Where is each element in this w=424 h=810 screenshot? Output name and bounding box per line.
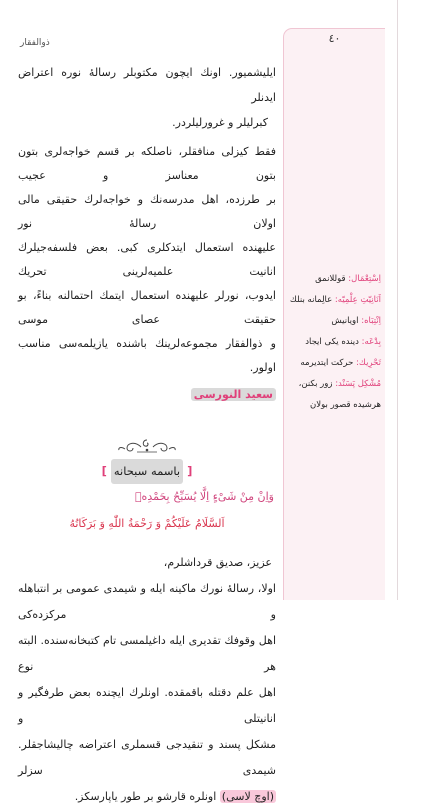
glossary-entry	[288, 332, 381, 353]
glossary-definition: حركت ایتدیرمه	[300, 358, 354, 368]
text-line: كبرلیلر و غرورلیلردر.	[172, 116, 268, 129]
text-line: اهل علم دقتله باقمقده. اونلرك ایچنده بعض طرفگیر و انانیتلی و	[18, 686, 276, 725]
text-line: بر طرزده، اهل مدرسه‌نك و خواجه‌لرك حقیقی مالی اولان رساله‌ٔ نور	[18, 193, 276, 230]
glossary-term: تَحْرِيك:	[356, 358, 381, 368]
body-paragraph	[18, 140, 276, 380]
glossary-entry	[288, 311, 381, 332]
text-line: ایدوب، نورلر علیهنده استعمال ایتمك احتمالنه بناءً، بو حقیقت عصای موسی	[18, 289, 276, 326]
glossary-entry	[288, 269, 381, 290]
glossary-definition: دینده یكی ایجاد	[305, 337, 359, 347]
intro-paragraph	[18, 60, 276, 135]
glossary-entry	[288, 353, 381, 374]
signature-text: سعید النورسی	[191, 388, 276, 401]
bracket-open: [	[101, 464, 107, 478]
letter-body	[18, 550, 276, 810]
basmala-heading	[18, 459, 276, 484]
page-edge-line	[397, 0, 398, 600]
text-line: ایلیشمیور. اونك ایچون مكتوبلر رساله‌ٔ نوره اعتراض ایدنلر	[18, 66, 276, 104]
text-line: مشكل پسند و تنقیدجی قسملری اعتراضه چالیشاجقلر. شیمدی سزلر	[18, 738, 276, 777]
glossary-term: مُشْكِل پَسَنْد:	[335, 379, 381, 389]
main-text	[18, 60, 276, 810]
ornament-icon	[18, 437, 276, 455]
letter-greeting: عزیز، صدیق قرداشلرم،	[163, 556, 272, 569]
glossary-margin	[283, 28, 385, 600]
text-line: علیهنده استعمال ایتدكلری كبی. بعض فلسفه‌جیلرك انانیت علمیه‌لرینی تحریك	[18, 241, 276, 278]
text-line	[18, 784, 276, 810]
basmala-text: باسمه سبحانه	[111, 459, 183, 484]
highlighted-phrase: (اوچ لاسی)	[221, 790, 274, 803]
text-line: اولا، رساله‌ٔ نورك ماكینه ایله و شیمدی عمومی بر انتباهله و مركزده‌كی	[18, 582, 276, 621]
glossary-definition: اویانیش	[331, 316, 359, 326]
text-line: و ذوالفقار مجموعه‌لرینك باشنده یازیلمه‌سی مناسب اولور.	[18, 337, 276, 374]
page-number: ٤٠	[328, 32, 341, 45]
glossary-term: اِنْتِبَاه:	[361, 316, 381, 326]
line-rest: اونلره قارشو بر طور یاپارسكز.	[74, 790, 220, 803]
glossary-term: اَنَانِيّتِ عِلْمِيّه:	[334, 295, 381, 305]
bracket-close: ]	[187, 464, 193, 478]
running-title: ذوالفقار	[20, 38, 50, 48]
glossary-entry	[288, 374, 381, 416]
text-line: فقط كیزلی منافقلر، ناصلكه بر قسم خواجه‌لری بتون بتون معناسز و عجیب	[18, 145, 276, 182]
glossary-definition: قوللانمق	[315, 274, 346, 284]
flourish-icon	[115, 437, 179, 455]
glossary-list	[288, 269, 381, 416]
glossary-definition: عالِمانه بنلك	[289, 295, 333, 305]
text-line: اهل وقوفك تقدیری ایله داغیلمسی تام كتبخانه‌سنده. البته هر نوع	[18, 634, 276, 673]
glossary-term: اِسْتِعْمَال:	[348, 274, 381, 284]
ayah-verse: وَاِنْ مِنْ شَیْءٍ اِلَّا یُسَبِّحُ بِحَمْدِهٖ	[134, 490, 274, 503]
glossary-term: بِدْعَه:	[361, 337, 381, 347]
salam-greeting: اَلسَّلَامُ عَلَیْكُمْ وَ رَحْمَةُ اللّٰهِ وَ بَرَكَاتُهُ	[69, 517, 225, 530]
glossary-entry	[288, 290, 381, 311]
signature	[18, 382, 276, 407]
glossary-definition: زور بكنن، هرشیده قصور بولان	[298, 379, 381, 410]
